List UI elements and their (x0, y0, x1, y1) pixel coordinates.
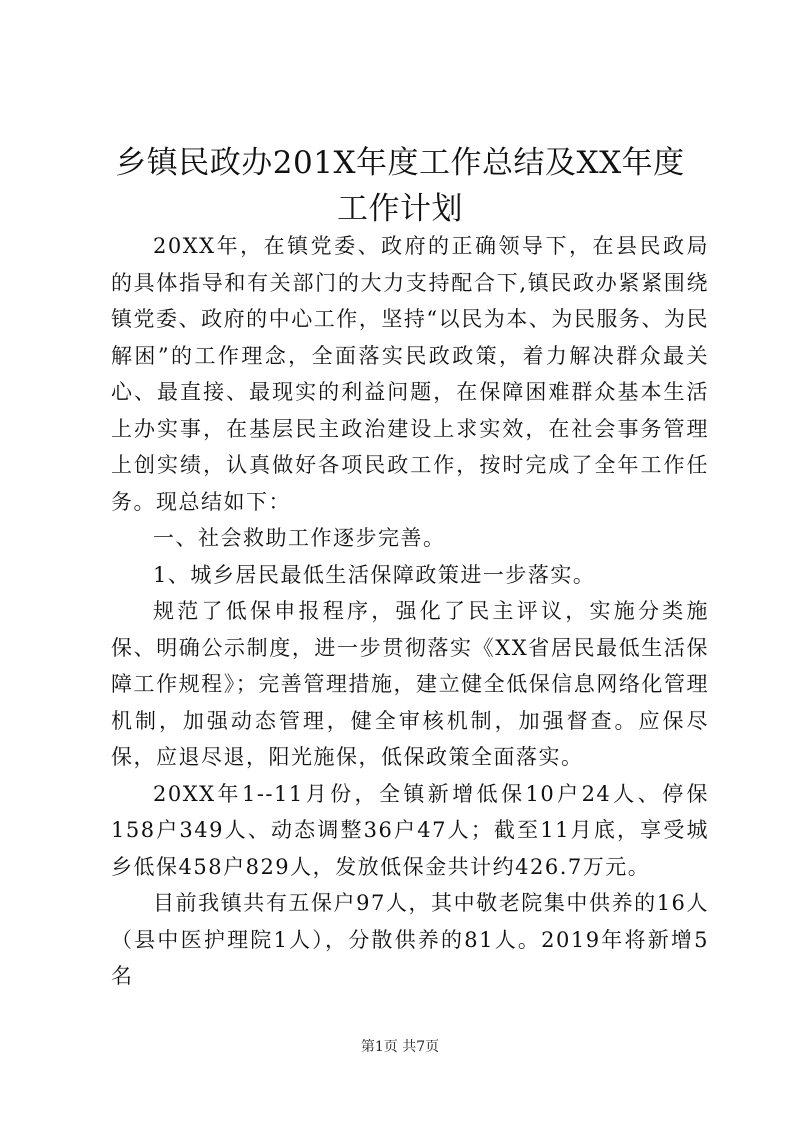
paragraph-intro: 20XX年，在镇党委、政府的正确领导下，在县民政局的具体指导和有关部门的大力支持配合下,镇民政办紧紧围绕镇党委、政府的中心工作，坚持“以民为本、为民服务、为民解困”的工作理念，全面落实民政政策，着力解决群众最关心、最直接、最现实的利益问题，在保障困难群众基本生活上办实事，在基层民主政治建设上求实效，在社会事务管理上创实绩，认真做好各项民政工作，按时完成了全年工作任务。现总结如下： (111, 234, 709, 514)
paragraph-procedures: 规范了低保申报程序，强化了民主评议，实施分类施保、明确公示制度，进一步贯彻落实《XX省居民最低生活保障工作规程》；完善管理措施，建立健全低保信息网络化管理机制，加强动态管理，健全审核机制，加强督查。应保尽保，应退尽退，阳光施保，低保政策全面落实。 (111, 599, 709, 769)
document-title: 乡镇民政办201X年度工作总结及XX年度工作计划 (115, 145, 685, 227)
document-body (111, 228, 709, 995)
paragraph-five-guarantee: 目前我镇共有五保户97人，其中敬老院集中供养的16人（县中医护理院1人），分散供养的81人。2019年将新增5名 (111, 891, 709, 988)
subheading-minimum-living-security: 1、城乡居民最低生活保障政策进一步落实。 (153, 562, 596, 587)
paragraph-statistics: 20XX年1--11月份，全镇新增低保10户24人、停保158户349人、动态调整36户47人；截至11月底，享受城乡低保458户829人，发放低保金共计约426.7万元。 (111, 781, 709, 879)
section-heading-social-assistance: 一、社会救助工作逐步完善。 (153, 526, 446, 550)
page-footer: 第1页 共7页 (360, 1039, 440, 1055)
